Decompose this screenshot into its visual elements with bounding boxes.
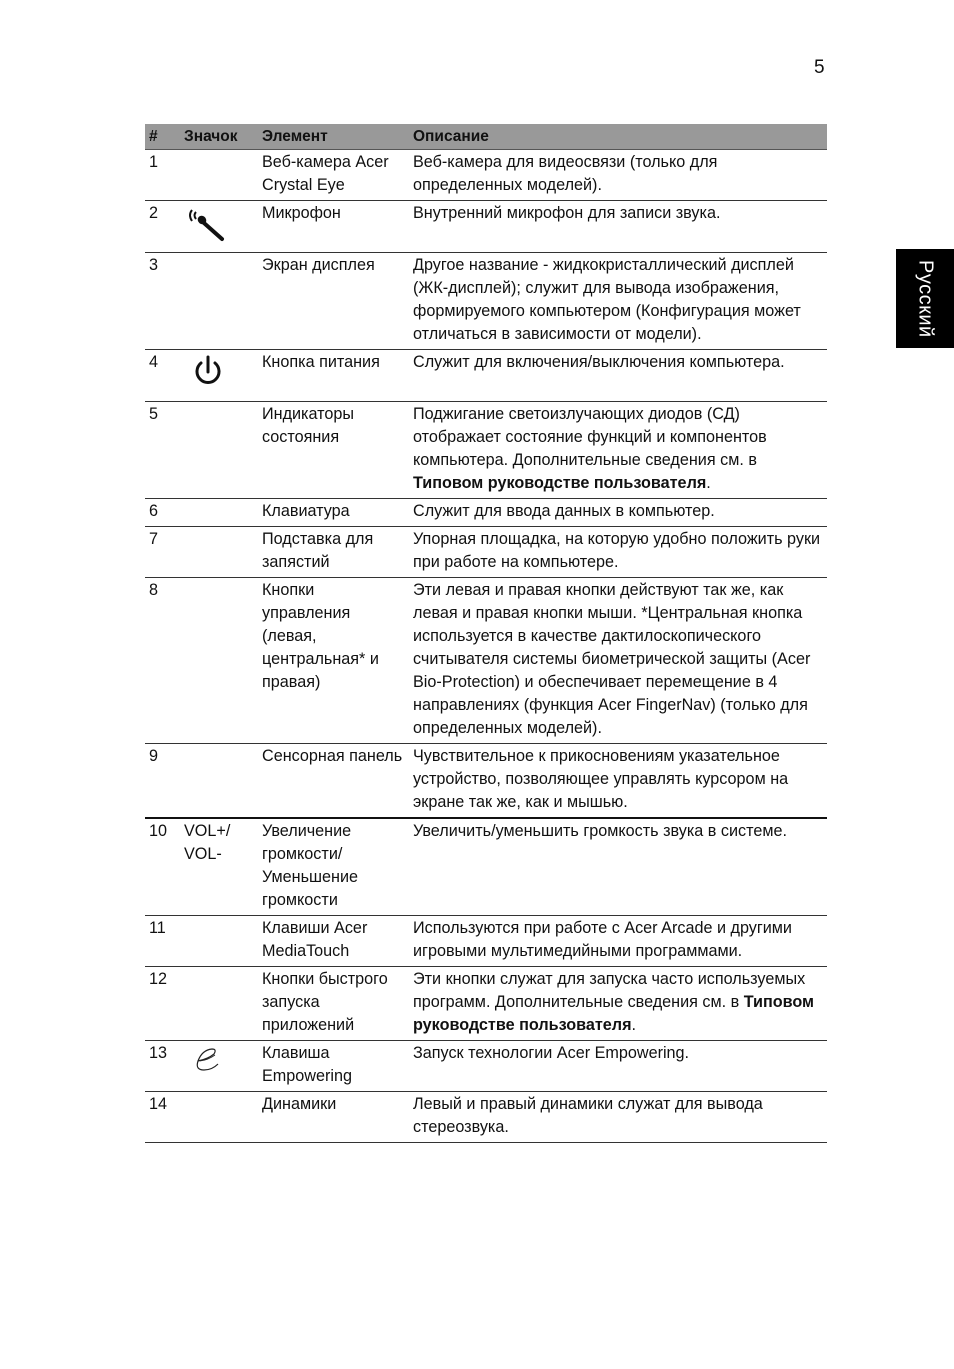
row-description <box>409 967 827 1041</box>
power-icon <box>184 353 228 391</box>
row-num: 11 <box>145 916 180 967</box>
row-description <box>409 150 827 201</box>
table-row <box>145 201 827 253</box>
row-num: 12 <box>145 967 180 1041</box>
table-row <box>145 818 827 916</box>
description-text: Служит для включения/выключения компьютера. <box>413 353 785 371</box>
row-num: 14 <box>145 1092 180 1143</box>
table-row <box>145 499 827 527</box>
row-description <box>409 201 827 253</box>
row-icon-cell <box>180 578 258 744</box>
row-description <box>409 818 827 916</box>
table-row <box>145 402 827 499</box>
table-row <box>145 744 827 819</box>
page-number: 5 <box>814 57 825 78</box>
row-num: 8 <box>145 578 180 744</box>
row-element: Кнопки быстрого запуска приложений <box>258 967 409 1041</box>
header-description: Описание <box>409 124 827 150</box>
row-description <box>409 402 827 499</box>
row-description <box>409 499 827 527</box>
table-row <box>145 150 827 201</box>
description-end: . <box>706 474 711 492</box>
description-end: . <box>631 1016 637 1034</box>
row-element: Кнопки управления (левая, центральная* и правая) <box>258 578 409 744</box>
row-icon-cell <box>180 1041 258 1092</box>
row-num: 10 <box>145 818 180 916</box>
row-icon-cell <box>180 916 258 967</box>
row-element: Клавиша Empowering <box>258 1041 409 1092</box>
row-num: 5 <box>145 402 180 499</box>
row-icon-cell <box>180 201 258 253</box>
row-num: 13 <box>145 1041 180 1092</box>
row-icon-text: VOL+/ VOL- <box>180 818 258 916</box>
table-row <box>145 350 827 402</box>
row-description <box>409 527 827 578</box>
row-element: Динамики <box>258 1092 409 1143</box>
header-element: Элемент <box>258 124 409 150</box>
row-element: Подставка для запястий <box>258 527 409 578</box>
row-element: Микрофон <box>258 201 409 253</box>
row-num: 4 <box>145 350 180 402</box>
description-text: Веб-камера для видеосвязи (только для определенных моделей). <box>413 153 718 194</box>
row-element: Индикаторы состояния <box>258 402 409 499</box>
header-icon: Значок <box>180 124 258 150</box>
row-icon-cell <box>180 402 258 499</box>
row-icon-cell <box>180 253 258 350</box>
row-num: 3 <box>145 253 180 350</box>
description-text: Используются при работе с Acer Arcade и другими игровыми мультимедийными программами. <box>413 919 792 960</box>
row-element: Клавиши Acer MediaTouch <box>258 916 409 967</box>
components-table <box>145 124 827 1143</box>
table-row <box>145 967 827 1041</box>
microphone-icon <box>184 202 228 242</box>
description-text: Эти кнопки служат для запуска часто используемых программ. Дополнительные сведения см. в <box>413 970 806 1011</box>
row-element: Увеличение громкости/ Уменьшение громкости <box>258 818 409 916</box>
table-row <box>145 1041 827 1092</box>
table-row <box>145 1092 827 1143</box>
row-description <box>409 578 827 744</box>
row-num: 7 <box>145 527 180 578</box>
row-icon-cell <box>180 967 258 1041</box>
empowering-icon <box>190 1046 226 1074</box>
row-description <box>409 744 827 819</box>
row-num: 9 <box>145 744 180 819</box>
description-text: Левый и правый динамики служат для вывода стереозвука. <box>413 1095 763 1136</box>
row-description <box>409 916 827 967</box>
row-description <box>409 350 827 402</box>
description-bold: Типовом руководстве пользователя <box>413 993 815 1034</box>
row-description <box>409 1092 827 1143</box>
description-text: Увеличить/уменьшить громкость звука в системе. <box>413 822 787 840</box>
description-text: Чувствительное к прикосновениям указательное устройство, позволяющее управлять курсором на экране так же, как и мышью. <box>413 747 789 811</box>
row-num: 6 <box>145 499 180 527</box>
row-icon-cell <box>180 350 258 402</box>
description-bold: Типовом руководстве пользователя <box>413 474 707 492</box>
description-text: Запуск технологии Acer Empowering. <box>413 1044 690 1062</box>
row-num: 1 <box>145 150 180 201</box>
row-description <box>409 1041 827 1092</box>
row-element: Экран дисплея <box>258 253 409 350</box>
table-header-row <box>145 124 827 150</box>
language-tab <box>896 249 954 348</box>
description-text: Другое название - жидкокристаллический дисплей (ЖК-дисплей); служит для вывода изображения, формируемого компьютером (Конфигурация может отличаться в зависимости от модели). <box>413 256 801 343</box>
description-text: Упорная площадка, на которую удобно положить руки при работе на компьютере. <box>413 530 821 571</box>
row-num: 2 <box>145 201 180 253</box>
row-icon-cell <box>180 744 258 819</box>
row-description <box>409 253 827 350</box>
row-element: Кнопка питания <box>258 350 409 402</box>
table-row <box>145 527 827 578</box>
table-row <box>145 916 827 967</box>
language-tab-label: Русский <box>914 259 937 338</box>
row-element: Клавиатура <box>258 499 409 527</box>
row-icon-cell <box>180 150 258 201</box>
header-num: # <box>145 124 180 150</box>
description-text: Поджигание светоизлучающих диодов (СД) отображает состояние функций и компонентов компьютера. Дополнительные сведения см. в <box>413 405 767 469</box>
table-row <box>145 253 827 350</box>
description-text: Служит для ввода данных в компьютер. <box>413 502 715 520</box>
description-text: Внутренний микрофон для записи звука. <box>413 204 721 222</box>
description-text: Эти левая и правая кнопки действуют так же, как левая и правая кнопки мыши. *Центральная кнопка используется в качестве дактилоскопического считывателя системы биометрической защиты (Acer Bio-Protection) и обеспечивает перемещение в 4 направлениях (функция Acer FingerNav) (только для определенных моделей). <box>413 581 811 737</box>
table-row <box>145 578 827 744</box>
row-element: Сенсорная панель <box>258 744 409 819</box>
row-icon-cell <box>180 1092 258 1143</box>
row-icon-cell <box>180 527 258 578</box>
row-icon-cell <box>180 499 258 527</box>
row-element: Веб-камера Acer Crystal Eye <box>258 150 409 201</box>
